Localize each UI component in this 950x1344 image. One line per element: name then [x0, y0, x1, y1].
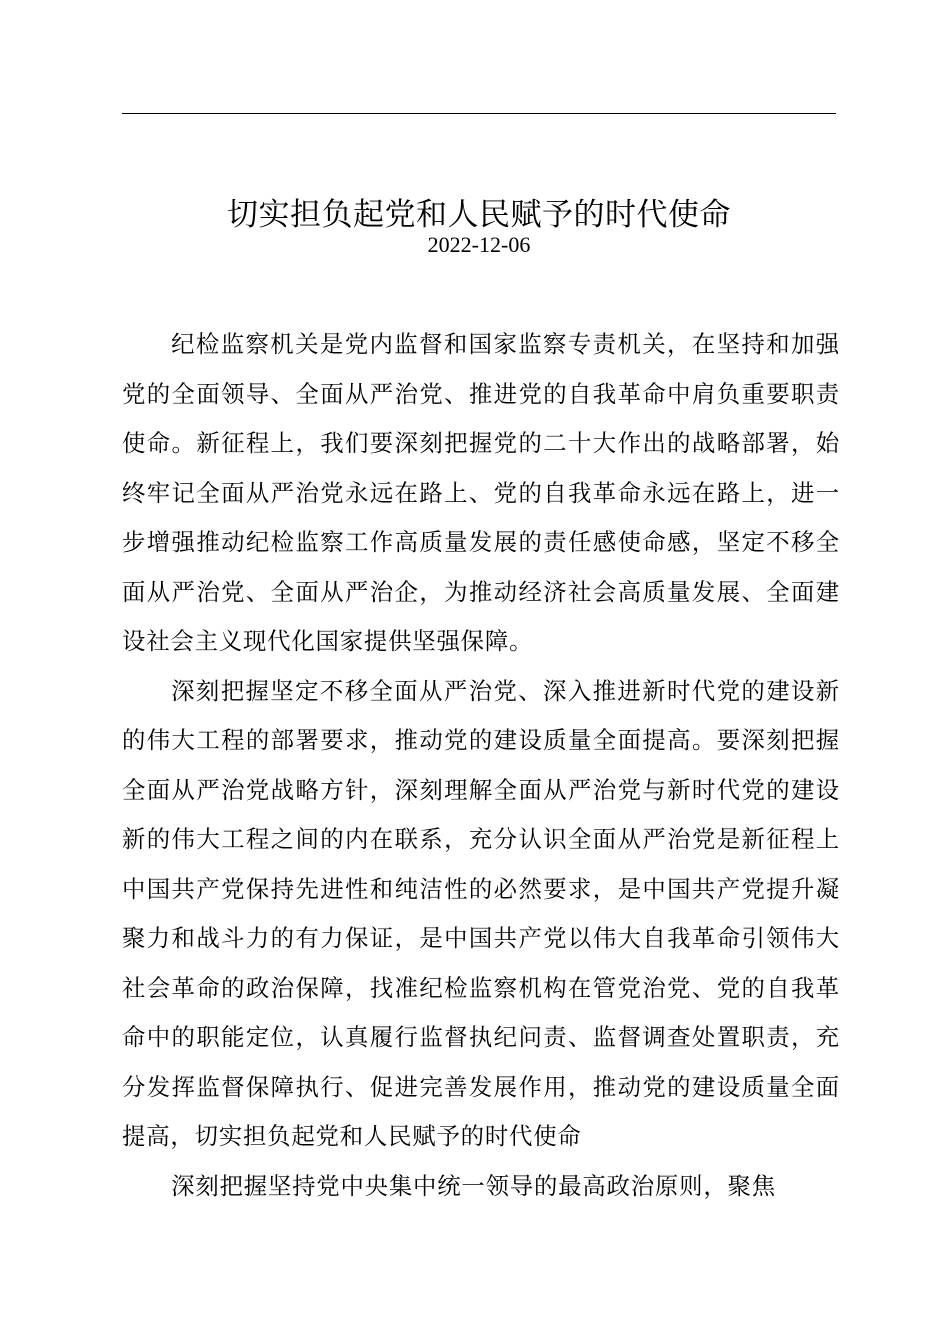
article-body [122, 320, 840, 1211]
paragraph-2: 深刻把握坚定不移全面从严治党、深入推进新时代党的建设新的伟大工程的部署要求，推动党的建设质量全面提高。要深刻把握全面从严治党战略方针，深刻理解全面从严治党与新时代党的建设新的伟大工程之间的内在联系，充分认识全面从严治党是新征程上中国共产党保持先进性和纯洁性的必然要求，是中国共产党提升凝聚力和战斗力的有力保证，是中国共产党以伟大自我革命引领伟大社会革命的政治保障，找准纪检监察机构在管党治党、党的自我革命中的职能定位，认真履行监督执纪问责、监督调查处置职责，充分发挥监督保障执行、促进完善发展作用，推动党的建设质量全面提高，切实担负起党和人民赋予的时代使命 [122, 676, 840, 1150]
header-rule [122, 113, 836, 114]
document-title: 切实担负起党和人民赋予的时代使命 [227, 196, 731, 233]
paragraph-3: 深刻把握坚持党中央集中统一领导的最高政治原则，聚焦 [171, 1171, 776, 1200]
publish-date: 2022-12-06 [427, 232, 531, 257]
paragraph-1: 纪检监察机关是党内监督和国家监察专责机关，在坚持和加强党的全面领导、全面从严治党、推进党的自我革命中肩负重要职责使命。新征程上，我们要深刻把握党的二十大作出的战略部署，始终牢记全面从严治党永远在路上、党的自我革命永远在路上，进一步增强推动纪检监察工作高质量发展的责任感使命感，坚定不移全面从严治党、全面从严治企，为推动经济社会高质量发展、全面建设社会主义现代化国家提供坚强保障。 [122, 330, 840, 655]
